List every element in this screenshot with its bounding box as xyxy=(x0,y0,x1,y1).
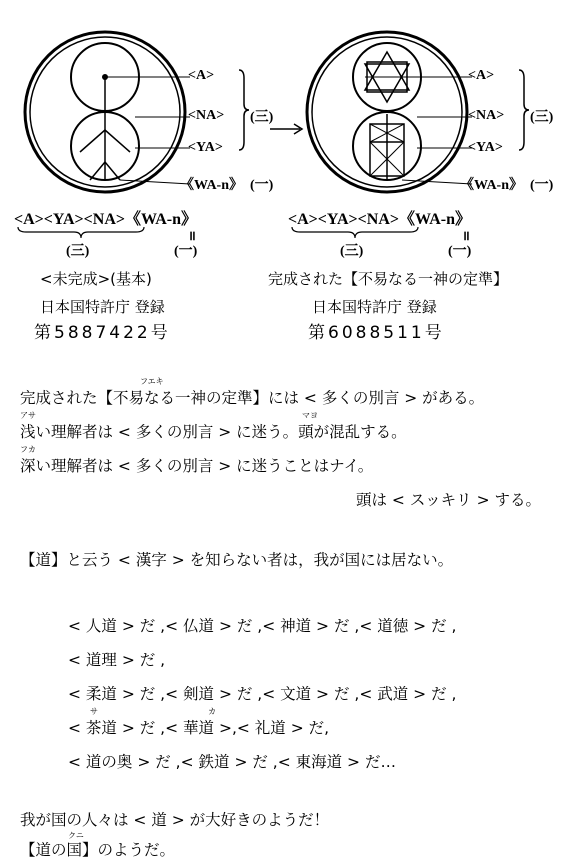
paragraph1-line1: 完成された【不易なる一神の定準】には < 多くの別言 > がある。 xyxy=(20,389,485,407)
right-under-one: (一) xyxy=(448,244,472,259)
right-label-a: <A> xyxy=(468,68,495,83)
right-paren-one: (一) xyxy=(530,178,554,193)
paragraph3-line1: 我が国の人々は < 道 > が大好きのようだ！ xyxy=(20,811,330,829)
left-bracket-three: (三) xyxy=(250,110,274,125)
ruby-fuka: フカ xyxy=(20,445,36,454)
ruby-mayo: マヨ xyxy=(302,411,318,420)
ruby-asa: アサ xyxy=(20,411,36,420)
left-label-na: <NA> xyxy=(188,108,225,123)
paragraph1-line4: 頭は < スッキリ > する。 xyxy=(356,491,542,509)
left-patent-number: 第5887422号 xyxy=(34,323,171,343)
left-brace xyxy=(238,68,250,152)
paragraph2: 【道】と云う < 漢字 > を知らない者は，我が国には居ない。 xyxy=(20,551,454,569)
ruby-fueki: フエキ xyxy=(140,377,164,386)
left-label-a: <A> xyxy=(188,68,215,83)
right-patent-office: 日本国特許庁 登録 xyxy=(312,298,437,316)
ruby-sa: サ xyxy=(90,707,98,716)
left-label-wan: 《WA-n》 xyxy=(180,178,244,193)
paragraph1-line2: 浅い理解者は < 多くの別言 > に迷う。頭が混乱する。 xyxy=(20,423,407,441)
left-patent-office: 日本国特許庁 登録 xyxy=(40,298,165,316)
right-label-na: <NA> xyxy=(468,108,505,123)
right-formula-underbrace xyxy=(290,226,420,240)
right-equals: ॥ xyxy=(462,228,470,243)
right-emblem xyxy=(302,22,482,202)
transform-arrow xyxy=(270,122,304,136)
right-under-three: (三) xyxy=(340,244,364,259)
left-equals: ॥ xyxy=(188,228,196,243)
left-formula-underbrace xyxy=(16,226,146,240)
left-formula: <A><YA><NA>《WA-n》 xyxy=(14,211,198,228)
ruby-kuni: クニ xyxy=(68,831,84,840)
list-line-4: < 茶道 > だ ,< 華道 >,< 礼道 > だ, xyxy=(68,719,330,737)
left-caption: <未完成>(基本) xyxy=(40,270,152,288)
right-label-wan: 《WA-n》 xyxy=(460,178,524,193)
right-patent-number: 第6088511号 xyxy=(308,323,445,343)
left-paren-one: (一) xyxy=(250,178,274,193)
right-bracket-three: (三) xyxy=(530,110,554,125)
paragraph1-line3: 深い理解者は < 多くの別言 > に迷うことはナイ。 xyxy=(20,457,374,475)
list-line-1: < 人道 > だ ,< 仏道 > だ ,< 神道 > だ ,< 道徳 > だ , xyxy=(68,617,457,635)
right-caption: 完成された【不易なる一神の定準】 xyxy=(268,270,509,288)
left-under-three: (三) xyxy=(66,244,90,259)
ruby-ka: カ xyxy=(208,707,216,716)
right-formula: <A><YA><NA>《WA-n》 xyxy=(288,211,472,228)
right-label-ya: <YA> xyxy=(468,140,503,155)
list-line-3: < 柔道 > だ ,< 剣道 > だ ,< 文道 > だ ,< 武道 > だ , xyxy=(68,685,457,703)
list-line-5: < 道の奥 > だ ,< 鉄道 > だ ,< 東海道 > だ… xyxy=(68,753,396,771)
left-under-one: (一) xyxy=(174,244,198,259)
paragraph3-line2: 【道の国】のようだ。 xyxy=(20,841,176,859)
list-line-2: < 道理 > だ , xyxy=(68,651,166,669)
right-brace xyxy=(518,68,530,152)
left-emblem xyxy=(20,22,200,202)
left-label-ya: <YA> xyxy=(188,140,223,155)
